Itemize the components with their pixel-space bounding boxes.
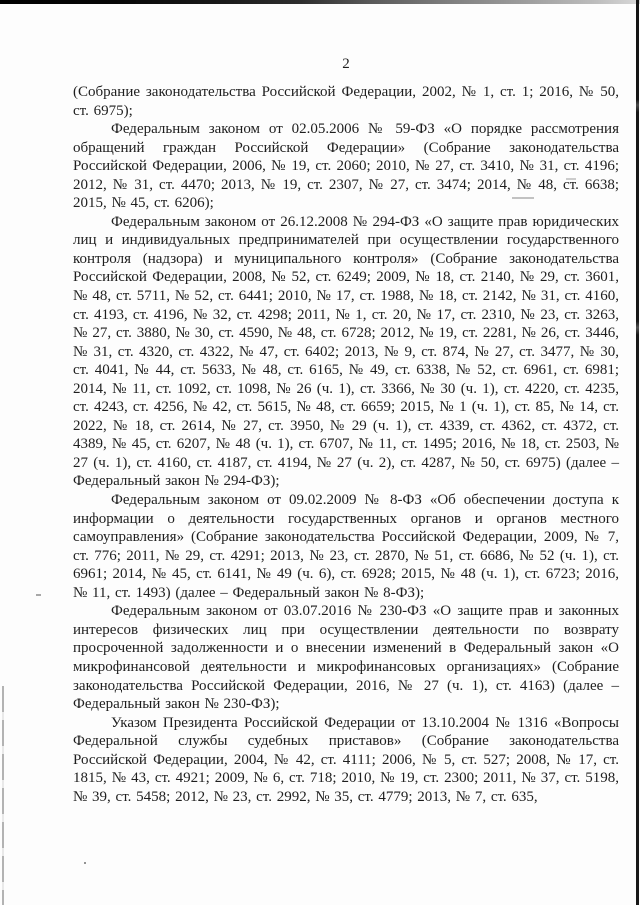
scan-speck	[84, 862, 86, 864]
paragraph-law-59-fz: Федеральным законом от 02.05.2006 № 59-ФЗ «О порядке рассмотрения обращений граждан Российской Федерации» (Собрание законодательства Российской Федерации, 2006, № 19, ст. 2060; 2010, № 27, ст. 3410, № 31, ст. 4196; 2012, № 31, ст. 4470; 2013, № 19, ст. 2307, № 27, ст. 3474; 2014, № 48, ст. 6638; 2015, № 45, ст. 6206);	[73, 121, 619, 212]
scan-edge-right-line	[636, 0, 639, 905]
paragraph-law-230-fz: Федеральным законом от 03.07.2016 № 230-ФЗ «О защите прав и законных интересов физических лиц при осуществлении деятельности по возврату просроченной задолженности и о внесении изменений в Федеральный закон «О микрофинансовой деятельности и микрофинансовых организациях» (Собрание законодательства Российской Федерации, 2016, № 27 (ч. 1), ст. 4163) (далее – Федеральный закон № 230-ФЗ);	[73, 603, 619, 713]
scan-speck	[36, 594, 41, 596]
paragraph-law-8-fz: Федеральным законом от 09.02.2009 № 8-ФЗ «Об обеспечении доступа к информации о деятельности государственных органов и органов местного самоуправления» (Собрание законодательства Российской Федерации, 2009, № 7, ст. 776; 2011, № 29, ст. 4291; 2013, № 23, ст. 2870, № 51, ст. 6686, № 52 (ч. 1), ст. 6961; 2014, № 45, ст. 6141, № 49 (ч. 6), ст. 6928; 2015, № 48 (ч. 1), ст. 6723; 2016, № 11, ст. 1493) (далее – Федеральный закон № 8-ФЗ);	[73, 492, 619, 601]
paragraph-decree-1316: Указом Президента Российской Федерации от 13.10.2004 № 1316 «Вопросы Федеральной службы судебных приставов» (Собрание законодательства Российской Федерации, 2004, № 42, ст. 4111; 2006, № 5, ст. 527; 2008, № 17, ст. 1815, № 43, ст. 4921; 2009, № 6, ст. 718; 2010, № 19, ст. 2300; 2011, № 37, ст. 5198, № 39, ст. 5458; 2012, № 23, ст. 2992, № 35, ст. 4779; 2013, № 7, ст. 635,	[73, 714, 619, 805]
page-content	[73, 55, 619, 806]
scan-edge-top-line	[0, 0, 640, 4]
page-number: 2	[342, 56, 350, 72]
paragraph-continuation: (Собрание законодательства Российской Федерации, 2002, № 1, ст. 1; 2016, № 50, ст. 6975);	[73, 84, 619, 119]
scan-edge-left-line	[2, 686, 4, 905]
paragraph-law-294-fz: Федеральным законом от 26.12.2008 № 294-ФЗ «О защите прав юридических лиц и индивидуальных предпринимателей при осуществлении государственного контроля (надзора) и муниципального контроля» (Собрание законодательства Российской Федерации, 2008, № 52, ст. 6249; 2009, № 18, ст. 2140, № 29, ст. 3601, № 48, ст. 5711, № 52, ст. 6441; 2010, № 17, ст. 1988, № 18, ст. 2142, № 31, ст. 4160, ст. 4193, ст. 4196, № 32, ст. 4298; 2011, № 1, ст. 20, № 17, ст. 2310, № 23, ст. 3263, № 27, ст. 3880, № 30, ст. 4590, № 48, ст. 6728; 2012, № 19, ст. 2281, № 26, ст. 3446, № 31, ст. 4320, ст. 4322, № 47, ст. 6402; 2013, № 9, ст. 874, № 27, ст. 3477, № 30, ст. 4041, № 44, ст. 5633, № 48, ст. 6165, № 49, ст. 6338, № 52, ст. 6961, ст. 6981; 2014, № 11, ст. 1092, ст. 1098, № 26 (ч. 1), ст. 3366, № 30 (ч. 1), ст. 4220, ст. 4235, ст. 4243, ст. 4256, № 42, ст. 5615, № 48, ст. 6659; 2015, № 1 (ч. 1), ст. 85, № 14, ст. 2022, № 18, ст. 2614, № 27, ст. 3950, № 29 (ч. 1), ст. 4339, ст. 4362, ст. 4372, ст. 4389, № 45, ст. 6207, № 48 (ч. 1), ст. 6707, № 11, ст. 1495; 2016, № 18, ст. 2503, № 27 (ч. 1), ст. 4160, ст. 4187, ст. 4194, № 27 (ч. 2), ст. 4287, № 50, ст. 6975) (далее – Федеральный закон № 294-ФЗ);	[73, 213, 619, 490]
